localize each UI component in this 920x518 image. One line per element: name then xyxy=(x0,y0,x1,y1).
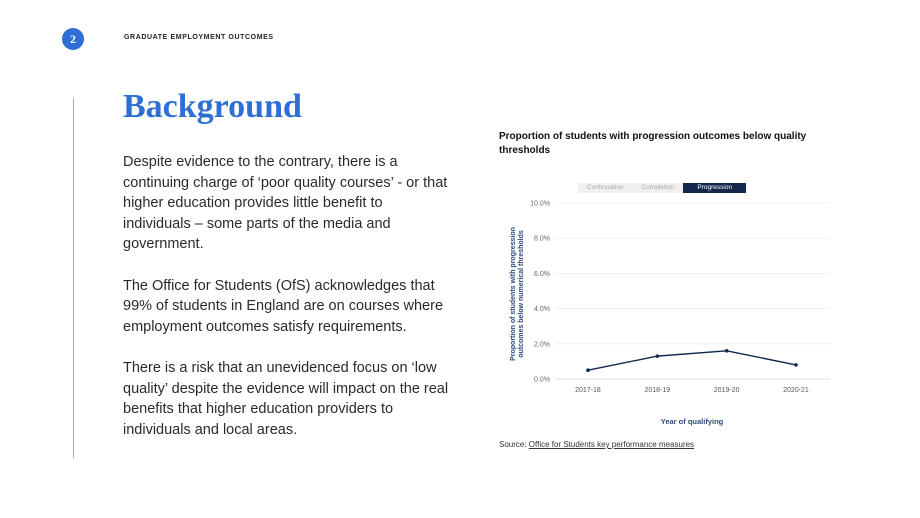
data-point xyxy=(725,349,729,353)
source-label: Source: xyxy=(499,440,529,449)
tab-progression[interactable]: Progression xyxy=(683,183,746,193)
x-axis-label: Year of qualifying xyxy=(660,417,724,426)
tab-completion[interactable]: Completion xyxy=(633,183,684,193)
data-point xyxy=(794,363,798,367)
paragraph: Despite evidence to the contrary, there is a continuing charge of ‘poor quality courses’ - or that higher education provides little benefit to individuals – some parts of the media and government. xyxy=(123,154,448,252)
paragraph: There is a risk that an unevidenced focus on ‘low quality’ despite the evidence will impact on the real benefits that higher education providers to individuals and local areas. xyxy=(123,360,449,438)
body-text xyxy=(123,152,453,461)
grid-lines xyxy=(555,203,830,379)
y-tick-label: 10.0% xyxy=(530,200,550,208)
paragraph: The Office for Students (OfS) acknowledges that 99% of students in England are on courses where employment outcomes satisfy requirements. xyxy=(123,277,444,335)
page-number-badge: 2 xyxy=(62,28,84,50)
y-axis-label: Proportion of students with progression xyxy=(510,227,517,361)
source-note xyxy=(499,440,694,449)
series-line xyxy=(588,351,796,370)
series xyxy=(586,349,798,372)
y-tick-label: 8.0% xyxy=(534,235,550,243)
source-link[interactable]: Office for Students key performance measures xyxy=(528,440,695,449)
x-tick-labels xyxy=(575,387,809,394)
data-point xyxy=(586,368,590,372)
tab-continuation[interactable]: Continuation xyxy=(578,183,633,193)
y-tick-labels xyxy=(530,201,550,384)
y-tick-label: 0.0% xyxy=(534,376,550,384)
x-tick-label: 2019-20 xyxy=(713,387,740,394)
x-tick-label: 2018-19 xyxy=(644,387,671,394)
chart-title: Proportion of students with progression outcomes below quality thresholds xyxy=(499,131,807,156)
x-tick-label: 2017-18 xyxy=(575,387,601,394)
y-tick-label: 4.0% xyxy=(534,306,550,314)
page-title: Background xyxy=(123,88,302,125)
x-tick-label: 2020-21 xyxy=(783,387,809,394)
y-tick-label: 6.0% xyxy=(534,270,550,278)
divider xyxy=(73,98,74,458)
line-chart xyxy=(500,192,840,432)
y-tick-label: 2.0% xyxy=(534,341,550,349)
section-title: GRADUATE EMPLOYMENT OUTCOMES xyxy=(124,34,274,41)
data-point xyxy=(656,354,660,358)
y-axis-label: outcomes below numerical thresholds xyxy=(518,230,525,358)
